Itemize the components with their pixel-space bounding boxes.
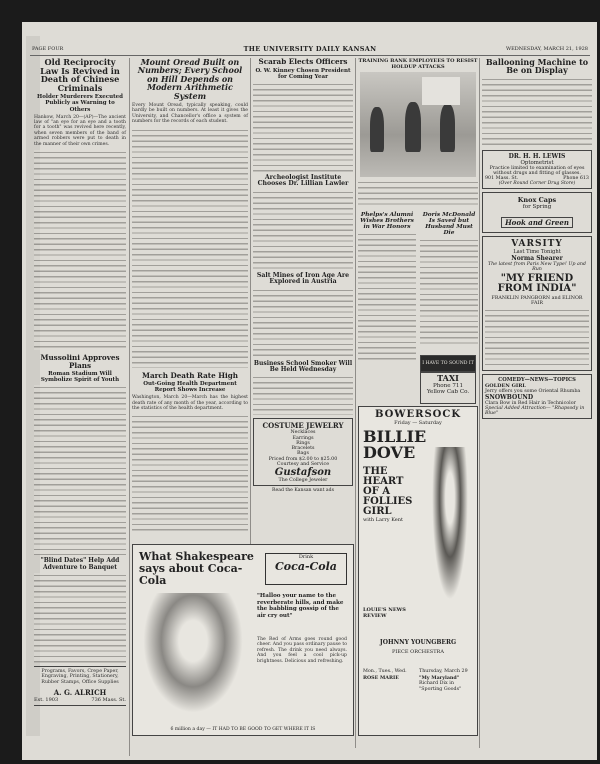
column-1 xyxy=(34,58,126,756)
costume-ad-price: Priced from $2.00 to $25.00 xyxy=(268,456,338,462)
coming-ad-title: COMEDY—NEWS—TOPICS xyxy=(498,377,576,384)
column-rule xyxy=(129,58,130,756)
dr-lewis-ad xyxy=(482,150,592,189)
coke-ad-quote: "Halloo your name to the reverberate hills, and make the babbling gossip of the air cry out" xyxy=(257,593,344,619)
issue-date: WEDNESDAY, MARCH 21, 1928 xyxy=(505,46,588,52)
article-scarab-text xyxy=(253,82,353,172)
headline-ballooning: Ballooning Machine to Be on Display xyxy=(485,57,589,76)
varsity-ad-cast: FRANKLIN PANGBORN and ELINOR FAIR xyxy=(491,296,583,307)
paper-name: THE UNIVERSITY DAILY KANSAN xyxy=(243,45,377,53)
photo-caption-text xyxy=(358,180,478,208)
article-mount-oread-body: Every Mount Oread, typically speaking, could hardly be built on numbers. At least it gives the University, and Chancellor's office a system of numbers for the records of each student. xyxy=(132,102,250,125)
headline-business-smoker: Business School Smoker Will Be Held Wednesday xyxy=(253,359,353,373)
alrich-ad-est: Est. 1903 xyxy=(34,697,59,704)
coming-ad-show2: Jerry offers you some Oriental Rhumba xyxy=(485,389,581,395)
headline-doris: Doris McDonald Is Saved but Husband Must Die xyxy=(422,212,476,237)
article-mussolini-text xyxy=(34,385,126,555)
photo-figure xyxy=(405,102,421,152)
page-label: PAGE FOUR xyxy=(32,46,64,52)
article-ballooning-text xyxy=(482,77,592,147)
strip-ad: I HAVE TO SOUND IT xyxy=(420,355,476,372)
column-4 xyxy=(358,58,478,378)
column-3 xyxy=(253,58,353,548)
want-ads-note: Read the Kansan want ads xyxy=(272,488,334,494)
bowersock-extra2: ROSE MARIE xyxy=(363,675,399,681)
bowersock-sub: Friday — Saturday xyxy=(394,420,442,426)
coke-drink-label: Drink xyxy=(298,554,314,560)
varsity-ad-text xyxy=(485,308,589,368)
bowersock-movie: THE HEART OF A FOLLIES GIRL xyxy=(363,466,413,517)
headline-mount-oread: Mount Oread Built on Numbers; Every School on Hill Depends on Modern Arithmetic System xyxy=(137,57,243,101)
knox-ad-line2: for Spring xyxy=(522,204,552,211)
article-doris-text xyxy=(420,238,478,348)
coke-ad-headline: What Shakespeare says about Coca-Cola xyxy=(139,550,254,587)
article-salt-mines-text xyxy=(253,288,353,358)
bowersock-vaudeville: LOUIE'S NEWS REVIEW xyxy=(363,607,406,619)
costume-ad-item: Bags xyxy=(297,451,309,457)
alrich-ad-lines: Programs, Favors, Crepe Paper, Engraving, Printing, Stationery, Rubber Stamps, Office Supplies xyxy=(41,668,121,685)
dr-ad-note: (Over Round Corner Drug Store) xyxy=(498,181,576,187)
alrich-ad xyxy=(34,666,126,706)
dr-ad-address: 901 Mass. St. xyxy=(485,176,519,182)
varsity-ad-subtitle: Last Time Tonight xyxy=(513,249,561,256)
coming-ad-show4: SNOWBOUND xyxy=(485,394,534,402)
bank-holdup-photo xyxy=(360,72,476,177)
coke-ad-body: The Red of Arms goes round good cheer. And you pass ordinary pause to refresh. The drink you need always. And you feel a cool pick-up brightness. Delicious and refreshing. xyxy=(257,637,349,664)
dr-ad-phone: Phone 613 xyxy=(563,176,589,182)
article-reciprocity-text xyxy=(34,150,126,350)
varsity-ad-title: VARSITY xyxy=(511,239,563,250)
article-mount-oread-text xyxy=(132,128,248,368)
photo-caption-top: TRAINING BANK EMPLOYEES TO RESIST HOLDUP ATTACKS xyxy=(358,58,478,70)
article-march-death-body: Washington, March 20—March has the highest death rate of any month of the year, according to the statistics of the health department. xyxy=(132,395,250,412)
coke-ad-tagline: 6 million a day — IT HAD TO BE GOOD TO GET WHERE IT IS xyxy=(170,727,316,732)
photo-target-board xyxy=(422,77,460,105)
coke-ad-illustration xyxy=(143,593,243,713)
costume-ad-title: COSTUME JEWELRY xyxy=(262,421,344,431)
dr-ad-title: Optometrist xyxy=(520,159,554,166)
headline-archeologist: Archeologist Institute Chooses Dr. Lillian Lawler xyxy=(257,173,349,188)
alrich-ad-address: 736 Mass. St. xyxy=(91,697,126,704)
coca-cola-ad xyxy=(132,544,354,736)
varsity-ad-star: Norma Shearer xyxy=(511,255,563,263)
coke-logo: Coca-Cola xyxy=(275,560,337,573)
bowersock-extra3: Thursday, March 29 xyxy=(419,669,468,674)
bowersock-star: BILLIE DOVE xyxy=(363,427,427,462)
headline-phelps: Phelps's Alumni Wishes Brothers in War Honors xyxy=(360,212,414,231)
article-archeologist-text xyxy=(253,190,353,270)
article-blind-dates-text xyxy=(34,573,126,663)
bowersock-illustration xyxy=(429,447,471,617)
taxi-ad xyxy=(420,372,476,404)
varsity-ad-movie: "MY FRIEND FROM INDIA" xyxy=(497,273,577,295)
subhead-reciprocity: Holder Murderers Executed Publicly as Warning to Others xyxy=(37,94,123,113)
headline-blind-dates: "Blind Dates" Help Add Adventure to Banquet xyxy=(40,557,120,571)
subhead-mussolini: Roman Stadium Will Symbolize Spirit of Youth xyxy=(40,371,120,384)
column-rule xyxy=(479,58,480,748)
coming-shows-ad xyxy=(482,374,592,419)
costume-ad-tagline: Courtesy and Service xyxy=(276,462,330,468)
varsity-ad xyxy=(482,236,592,371)
masthead xyxy=(30,45,590,56)
dr-ad-name: DR. H. H. LEWIS xyxy=(508,152,566,160)
photo-figure xyxy=(370,107,384,152)
coming-ad-show1: GOLDEN GIRL xyxy=(485,383,526,390)
article-reciprocity-body: Hankow, March 20—(AP)—The ancient law of "an eye for an eye and a tooth for a tooth" was revived here recently, when seven members of the band of armed robbers were put to death in the manner of their own crimes. xyxy=(34,114,128,147)
bowersock-band: JOHNNY YOUNGBERG xyxy=(379,639,457,646)
headline-salt-mines: Salt Mines of Iron Age Are Explored in Austria xyxy=(256,271,350,286)
costume-ad-item: Necklaces xyxy=(290,430,316,436)
column-2 xyxy=(132,58,248,548)
headline-march-death: March Death Rate High xyxy=(142,370,238,380)
knox-ad-line1: Knox Caps xyxy=(517,196,557,205)
varsity-ad-tagline: The latest from Paris New Type! Up and Run xyxy=(487,262,587,273)
column-5 xyxy=(482,58,592,758)
alrich-ad-name: A. G. ALRICH xyxy=(53,688,107,698)
costume-ad-item: Rings xyxy=(296,440,310,446)
taxi-ad-phone: Phone 711 xyxy=(432,383,464,389)
newspaper-page xyxy=(22,22,597,760)
subhead-scarab: O. W. Kinney Chosen President for Coming Year xyxy=(255,67,351,80)
subhead-march-death: Out-Going Health Department Report Shows Increase xyxy=(143,381,237,394)
coming-ad-show3: Clara Bow in Red Hair in Technicolor xyxy=(485,401,576,407)
headline-mussolini: Mussolini Approves Plans xyxy=(40,353,120,370)
costume-ad-item: Earrings xyxy=(292,435,314,441)
gustafson-sub: The College Jeweler xyxy=(278,478,328,484)
costume-jewelry-ad xyxy=(253,418,353,486)
hook-green-logo: Hook and Green xyxy=(501,217,573,228)
photo-figure xyxy=(440,104,455,152)
dr-ad-body: Practice limited to examination of eyes without drugs and fitting of glasses. xyxy=(489,165,585,176)
knox-caps-ad xyxy=(482,192,592,233)
article-march-death-text xyxy=(132,414,248,534)
bowersock-with: with Larry Kent xyxy=(363,517,403,523)
bowersock-extra5: Richard Dix in "Sporting Goods" xyxy=(419,681,462,692)
column-rule xyxy=(355,58,356,748)
bowersock-extra1: Mon., Tues., Wed. xyxy=(363,669,407,674)
headline-reciprocity: Old Reciprocity Law Is Revived in Death of Chinese Criminals xyxy=(40,57,120,93)
bowersock-band-sub: PIECE ORCHESTRA xyxy=(392,649,444,655)
coke-logo-box xyxy=(265,553,347,585)
taxi-ad-company: Yellow Cab Co. xyxy=(426,389,470,395)
coming-ad-note: Special Added Attraction— "Rhapsody in Blue" xyxy=(485,406,585,417)
bowersock-ad xyxy=(358,406,478,736)
taxi-ad-title: TAXI xyxy=(437,373,459,383)
column-rule xyxy=(250,58,251,548)
costume-ad-item: Bracelets xyxy=(291,446,315,452)
bowersock-theater: BOWERSOCK xyxy=(374,409,462,420)
bowersock-extra4: "My Maryland" xyxy=(419,675,460,681)
headline-scarab: Scarab Elects Officers xyxy=(258,57,348,66)
article-business-smoker-text xyxy=(253,375,353,415)
gustafson-logo: Gustafson xyxy=(274,467,332,479)
article-phelps-text xyxy=(358,232,416,362)
